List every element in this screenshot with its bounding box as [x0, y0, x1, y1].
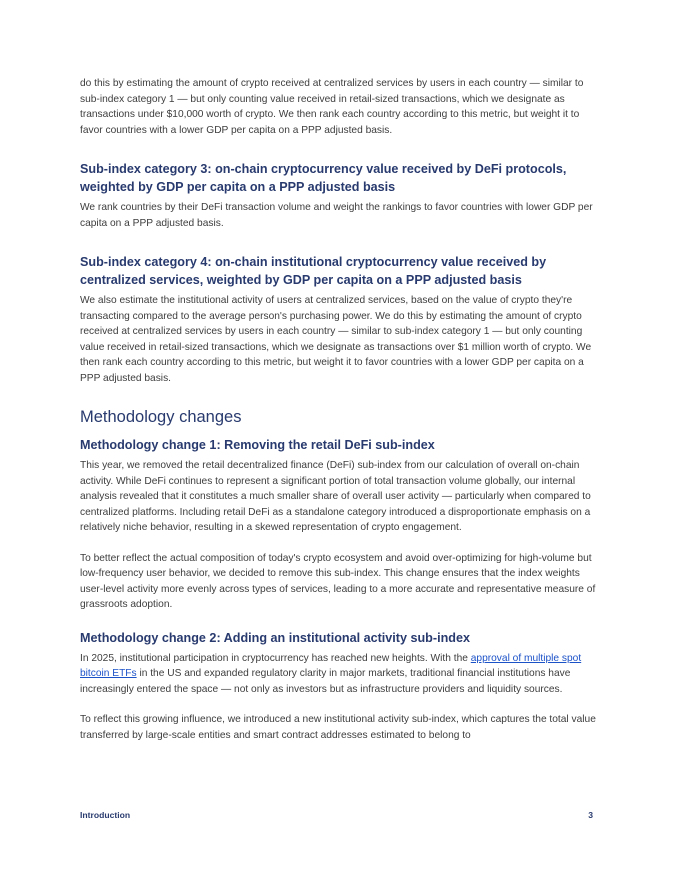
footer-section-label: Introduction: [80, 810, 131, 820]
page-footer: [80, 810, 593, 820]
page-content: [80, 76, 602, 743]
methodology-change-1-heading: Methodology change 1: Removing the retail DeFi sub-index: [80, 438, 435, 452]
methodology-change-1-para-2: To better reflect the actual composition of today's crypto ecosystem and avoid over-optimizing for high-volume but low-frequency user behavior, we decided to remove this sub-index. This change ensures that the index weights user-level activity more evenly across types of services, leading to a more accurate and representative measure of grassroots adoption.: [80, 552, 596, 610]
methodology-change-2-heading: Methodology change 2: Adding an institutional activity sub-index: [80, 630, 470, 645]
sub-index-3-body: We rank countries by their DeFi transaction volume and weight the rankings to favor countries with lower GDP per capita on a PPP adjusted basis.: [80, 202, 593, 229]
methodology-change-2-para-2: To reflect this growing influence, we introduced a new institutional activity sub-index, which captures the total value transferred by large-scale entities and smart contract addresses estimated to belong to: [80, 714, 596, 741]
sub-index-4-body: We also estimate the institutional activity of users at centralized services, based on the value of crypto they're transacting compared to the average person's purchasing power. We do this by estimating the amount of crypto received at centralized services by users in each country — similar to sub-index category 1 — but only counting value received in retail-sized transactions, which we designate as transactions over $1 million worth of crypto. We then rank each country according to this metric, but weight it to favor countries with a lower GDP per capita on a PPP adjusted basis.: [80, 295, 592, 384]
methodology-change-2-para-1: [80, 651, 602, 698]
sub-index-4-heading: Sub-index category 4: on-chain institutional cryptocurrency value received by centralized services, weighted by GDP per capita on a PPP adjusted basis: [80, 255, 547, 287]
spot-bitcoin-etfs-link[interactable]: approval of multiple spot bitcoin ETFs: [80, 652, 582, 679]
methodology-title: Methodology changes: [80, 408, 242, 426]
page-number: 3: [588, 810, 593, 820]
methodology-change-1-para-1: This year, we removed the retail decentralized finance (DeFi) sub-index from our calculation of overall on-chain activity. While DeFi continues to represent a significant portion of total transaction volume globally, our internal analysis revealed that it constitutes a much smaller share of overall user activity — particularly when compared to centralized platforms. Including retail DeFi as a standalone category introduced a disproportionate emphasis on a relatively niche behavior, resulting in a skewed representation of crypto engagement.: [80, 460, 591, 533]
para-text-after-link: in the US and expanded regulatory clarity in major markets, traditional financial institutions have increasingly entered the space — not only as investors but as infrastructure providers and liquidity sources.: [80, 668, 571, 695]
para-text-before-link: In 2025, institutional participation in cryptocurrency has reached new heights. With the: [80, 652, 471, 664]
sub-index-3-heading: Sub-index category 3: on-chain cryptocurrency value received by DeFi protocols, weighted by GDP per capita on a PPP adjusted basis: [80, 162, 567, 194]
intro-paragraph: do this by estimating the amount of crypto received at centralized services by users in each country — similar to sub-index category 1 — but only counting value received in retail-sized transactions, which we designate as transactions under $10,000 worth of crypto. We then rank each country according to this metric, but weight it to favor countries with a lower GDP per capita on a PPP adjusted basis.: [80, 78, 584, 136]
